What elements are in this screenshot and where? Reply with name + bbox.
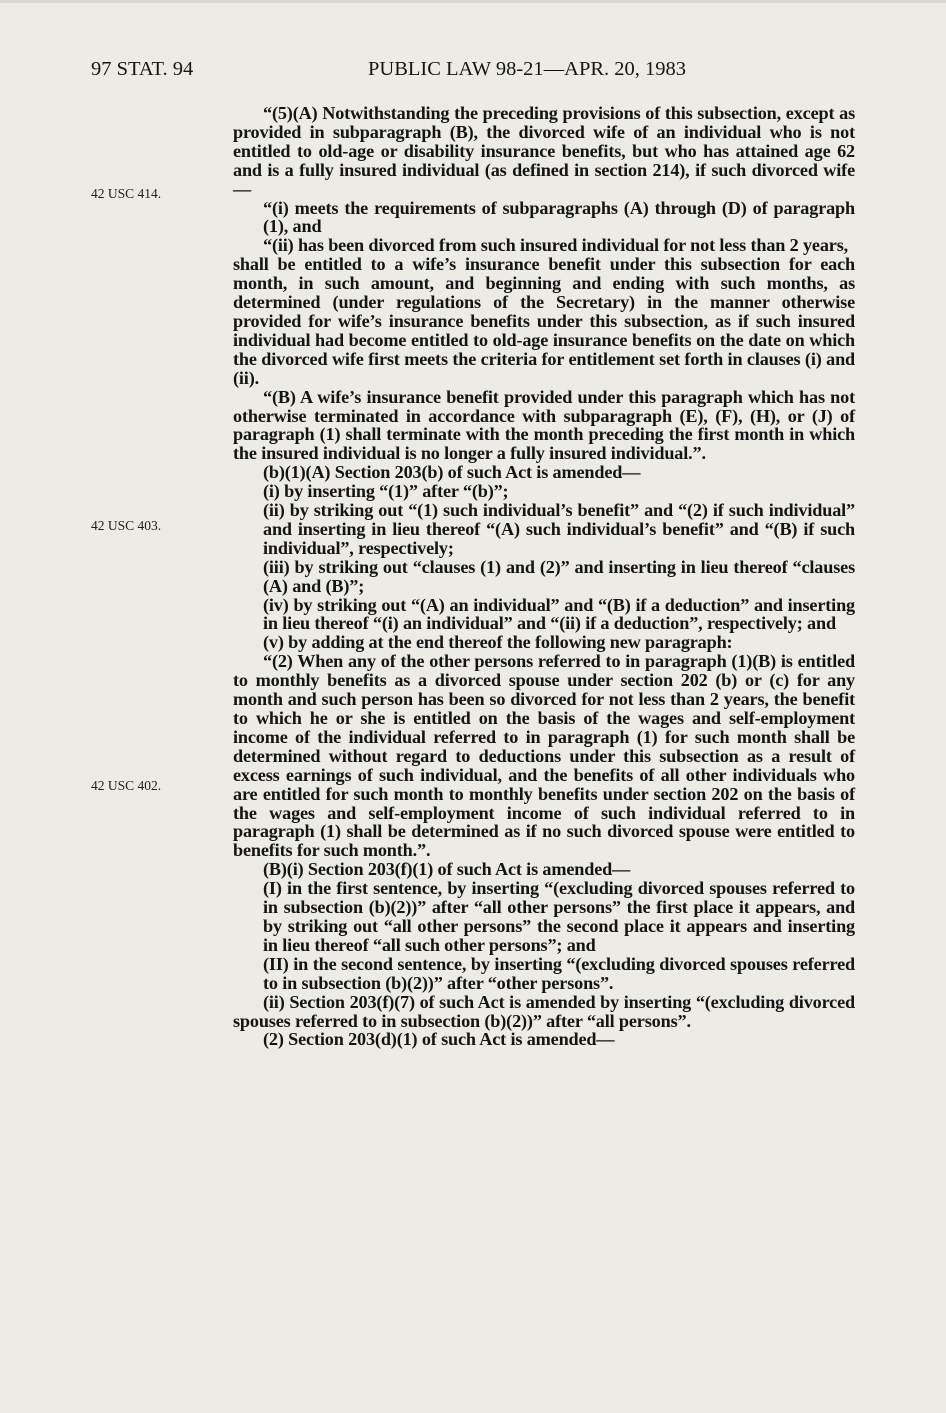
- top-edge: [0, 0, 946, 3]
- paragraph: (2) Section 203(d)(1) of such Act is amended—: [263, 1029, 615, 1050]
- running-title: PUBLIC LAW 98-21—APR. 20, 1983: [368, 58, 687, 80]
- paragraph: “(2) When any of the other persons referred to in paragraph (1)(B) is entitled to monthly benefits as a divorced spouse under section 202 (b) or (c) for any month and such person has been so divorced for not less than 2 years, the benefit to which he or she is entitled on the basis of the wages and self-employment income of the individual referred to in paragraph (1) for such month shall be determined without regard to deductions under this subsection as a result of excess earnings of such individual, and the benefits of all other individuals who are entitled for such month to monthly benefits under section 202 on the basis of the wages and self-employment income of such individual referred to in paragraph (1) shall be determined as if no such divorced spouse were entitled to benefits for such month.”.: [233, 651, 855, 861]
- margin-citation: 42 USC 403.: [91, 518, 162, 533]
- clause: “(i) meets the requirements of subparagraphs (A) through (D) of paragraph (1), and: [263, 197, 855, 237]
- clause: (v) by adding at the end thereof the following new paragraph:: [263, 632, 733, 653]
- clause: (II) in the second sentence, by inserting “(excluding divorced spouses referred to in subsection (b)(2))” after “other persons”.: [263, 953, 855, 993]
- page-header: [91, 58, 886, 88]
- paragraph: shall be entitled to a wife’s insurance benefit under this subsection for each month, in such amount, and beginning and ending with such months, as determined (under regulations of the Secretary) in the manner otherwise provided for wife’s insurance benefits under this subsection, as if such insured individual had become entitled to old-age insurance benefits on the date on which the divorced wife first meets the criteria for entitlement set forth in clauses (i) and (ii).: [233, 254, 855, 388]
- body-text: [233, 104, 855, 1049]
- margin-citation: 42 USC 414.: [91, 186, 162, 201]
- clause: (i) by inserting “(1)” after “(b)”;: [263, 481, 509, 502]
- margin-citation: 42 USC 402.: [91, 778, 162, 793]
- paragraph: (ii) Section 203(f)(7) of such Act is amended by inserting “(excluding divorced spouses referred to in subsection (b)(2))” after “all persons”.: [233, 991, 855, 1031]
- clause: (iv) by striking out “(A) an individual” and “(B) if a deduction” and inserting in lieu thereof “(i) an individual” and “(ii) if a deduction”, respectively; and: [263, 594, 855, 634]
- paragraph: (b)(1)(A) Section 203(b) of such Act is amended—: [263, 462, 641, 483]
- paragraph: “(5)(A) Notwithstanding the preceding provisions of this subsection, except as provided in subparagraph (B), the divorced wife of an individual who is not entitled to old-age or disability insurance benefits, but who has attained age 62 and is a fully insured individual (as defined in section 214), if such divorced wife—: [233, 103, 855, 199]
- clause: “(ii) has been divorced from such insured individual for not less than 2 years,: [263, 235, 849, 256]
- clause: (ii) by striking out “(1) such individual’s benefit” and “(2) if such individual” and inserting in lieu thereof “(A) such individual’s benefit” and “(B) if such individual”, respectively;: [263, 500, 855, 558]
- clause: (iii) by striking out “clauses (1) and (2)” and inserting in lieu thereof “clauses (A) and (B)”;: [263, 556, 855, 596]
- paragraph: “(B) A wife’s insurance benefit provided under this paragraph which has not otherwise terminated in accordance with subparagraph (E), (F), (H), or (J) of paragraph (1) shall terminate with the month preceding the first month in which the insured individual is no longer a fully insured individual.”.: [233, 386, 855, 464]
- paragraph: (B)(i) Section 203(f)(1) of such Act is amended—: [263, 859, 631, 880]
- statute-page-number: 97 STAT. 94: [91, 58, 194, 80]
- clause: (I) in the first sentence, by inserting “(excluding divorced spouses referred to in subsection (b)(2))” after “all other persons” the first place it appears, and by striking out “all other persons” the second place it appears and inserting in lieu thereof “all such other persons”; and: [263, 878, 855, 955]
